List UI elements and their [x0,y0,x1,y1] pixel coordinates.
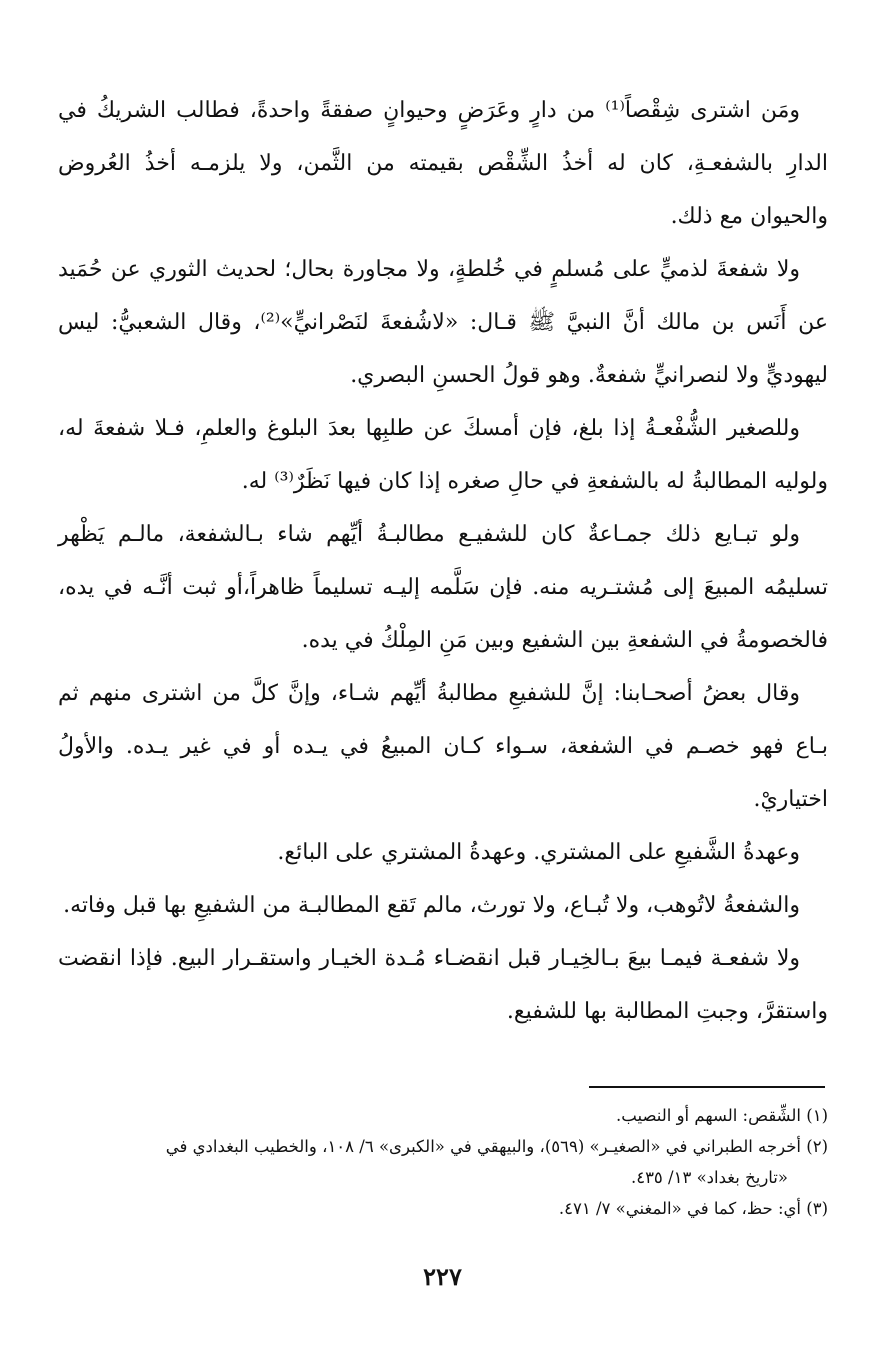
paragraph-1: ومَن اشترى شِقْصاً⁽¹⁾ من دارٍ وعَرَضٍ وحيوانٍ صفقةً واحدةً، فطالب الشريكُ في الدارِ بالشفعـةِ، كان له أخذُ الشِّقْص بقيمته من الثَّمن، ولا يلزمـه أخذُ العُروض والحيوان مع ذلك. [58,98,828,229]
paragraph-5: وقال بعضُ أصحـابنا: إنَّ للشفيعِ مطالبةُ أيِّهم شـاء، وإنَّ كلَّ من اشترى منهم ثم بـاع فهو خصـم في الشفعة، سـواء كـان المبيعُ في يـده أو في غير يـده. والأولُ اختياريْ. [58,681,828,812]
footnote-divider [589,1086,825,1088]
paragraph-3: وللصغير الشُّفْعـةُ إذا بلغ، فإن أمسكَ عن طلبِها بعدَ البلوغ والعلمِ، فـلا شفعةَ له، ولوليه المطالبةُ له بالشفعةِ في حالِ صغره إذا كان فيها نَظَرٌ⁽³⁾ له. [58,416,828,494]
main-text [58,84,828,1038]
paragraph-7: والشفعةُ لاتُوهب، ولا تُبـاع، ولا تورث، مالم تَقع المطالبـة من الشفيعِ بها قبل وفاته. [63,893,800,918]
page-number: ٢٢٧ [423,1262,462,1291]
paragraph-8: ولا شفعـة فيمـا بيعَ بـالخِيـار قبل انقضـاء مُـدة الخيـار واستقـرار البيع. فإذا انقضت واستقرَّ، وجبتِ المطالبة بها للشفيع. [58,946,828,1024]
footnote-3: (٣) أي: حظ، كما في «المغني» ٧/ ٤٧١. [558,1199,828,1218]
footnote-2: (٢) أخرجه الطبراني في «الصغيـر» (٥٦٩)، والبيهقي في «الكبرى» ٦/ ١٠٨، والخطيب البغدادي في [165,1137,828,1156]
footnote-1: (١) الشِّقص: السهم أو النصيب. [616,1106,828,1125]
paragraph-2: ولا شفعةَ لذميٍّ على مُسلمٍ في خُلطةٍ، ولا مجاورة بحال؛ لحديث الثوري عن حُمَيد عن أَنَس بن مالك أنَّ النبيَّ ﷺ قـال: «لاشُفعةَ لنَصْرانيٍّ»⁽²⁾، وقال الشعبيُّ: ليس ليهوديٍّ ولا لنصرانيٍّ شفعةٌ. وهو قولُ الحسنِ البصري. [58,257,828,388]
paragraph-6: وعهدةُ الشَّفيعِ على المشتري. وعهدةُ المشتري على البائع. [277,840,800,865]
paragraph-4: ولو تبـايع ذلك جمـاعةٌ كان للشفيـع مطالبـةُ أيِّهم شاء بـالشفعة، مالـم يَظْهر تسليمُه المبيعَ إلى مُشتـريه منه. فإن سَلَّمه إليـه تسليماً ظاهراً،أو ثبت أنَّـه في يده، فالخصومةُ في الشفعةِ بين الشفيع وبين مَنِ المِلْكُ في يده. [58,522,828,653]
footnotes [58,1100,828,1224]
footnote-2-continuation: «تاريخ بغداد» ١٣/ ٤٣٥. [630,1168,788,1187]
